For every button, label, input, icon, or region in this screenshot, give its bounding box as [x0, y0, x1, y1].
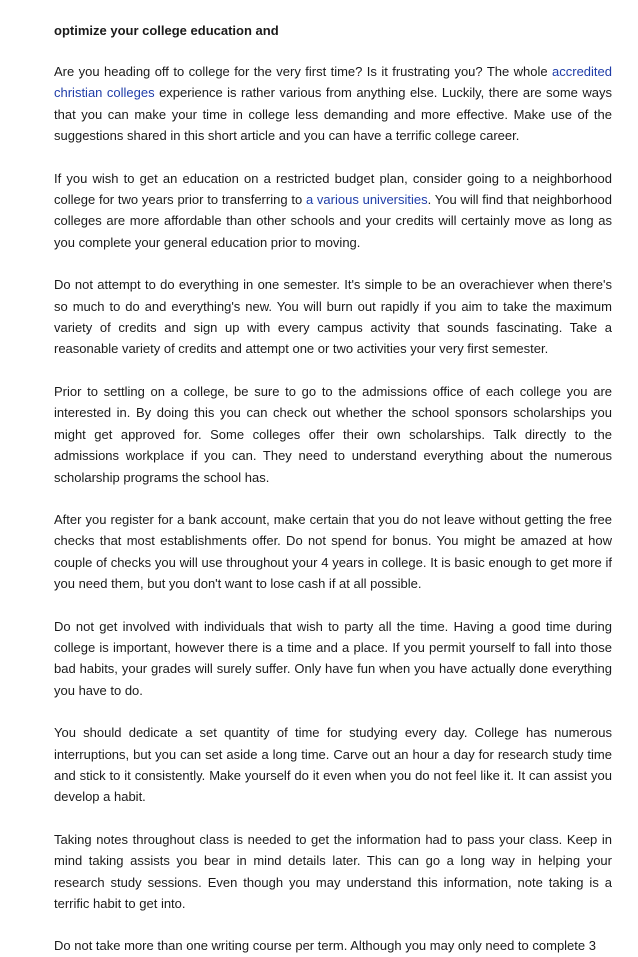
paragraph-2-text-start: If you wish to get an education on a restricted budget plan, consider going to a neighborhood college for two years prior to transferring to	[54, 170, 612, 208]
paragraph-2	[54, 168, 612, 254]
paragraph-7: You should dedicate a set quantity of time for studying every day. College has numerous interruptions, but you can set aside a long time. Carve out an hour a day for research study time and stick to it consistently. Make yourself do it even when you do not feel like it. It can assist you develop a habit.	[54, 725, 612, 805]
accredited-christian-colleges-link[interactable]: accredited christian colleges	[54, 64, 612, 101]
paragraph-9: Do not take more than one writing course per term. Although you may only need to complete 3	[54, 938, 596, 954]
paragraph-3: Do not attempt to do everything in one semester. It's simple to be an overachiever when there's so much to do and everything's new. You will burn out rapidly if you aim to take the maximum variety of credits and sign up with every campus activity that sounds fascinating. Take a reasonable variety of credits and attempt one or two activities your very first semester.	[54, 277, 612, 357]
paragraph-2-text-end: . You will find that neighborhood colleges are more affordable than other schools and your credits will certainly move as long as you complete your general education prior to moving.	[54, 192, 612, 250]
various-universities-link[interactable]: a various universities	[305, 192, 428, 208]
paragraph-5: After you register for a bank account, make certain that you do not leave without getting the free checks that most establishments offer. Do not spend for bonus. You might be amazed at how couple of checks you will use throughout your 4 years in college. It is basic enough to get more if you need them, but you don't want to lose cash if at all possible.	[54, 511, 612, 592]
paragraph-1-text-start: Are you heading off to college for the very first time? Is it frustrating you? The whole	[54, 64, 553, 79]
paragraph-4: Prior to settling on a college, be sure to go to the admissions office of each college you are interested in. By doing this you can check out whether the school sponsors scholarships you might get approved for. Some colleges offer their own scholarships. Talk directly to the admissions workplace if you can. They need to understand everything about the numerous scholarship programs the school has.	[54, 383, 612, 485]
paragraph-8: Taking notes throughout class is needed to get the information had to pass your class. Keep in mind taking assists you bear in mind details later. This can go a long way in helping your research study sessions. Even though you may understand this information, note taking is a terrific habit to get into.	[54, 831, 612, 911]
paragraph-1-text-end: experience is rather various from anything else. Luckily, there are some ways that you can make your time in college less demanding and more effective. Make use of the suggestions shared in this short article and you can have a terrific college career.	[54, 85, 613, 144]
document-title: optimize your college education and	[54, 23, 279, 38]
paragraph-6: Do not get involved with individuals that wish to party all the time. Having a good time during college is important, however there is a time and a place. If you permit yourself to fall into those bad habits, your grades will surely suffer. Only have fun when you have actually done everything you have to do.	[54, 618, 612, 698]
paragraph-1	[54, 61, 612, 147]
